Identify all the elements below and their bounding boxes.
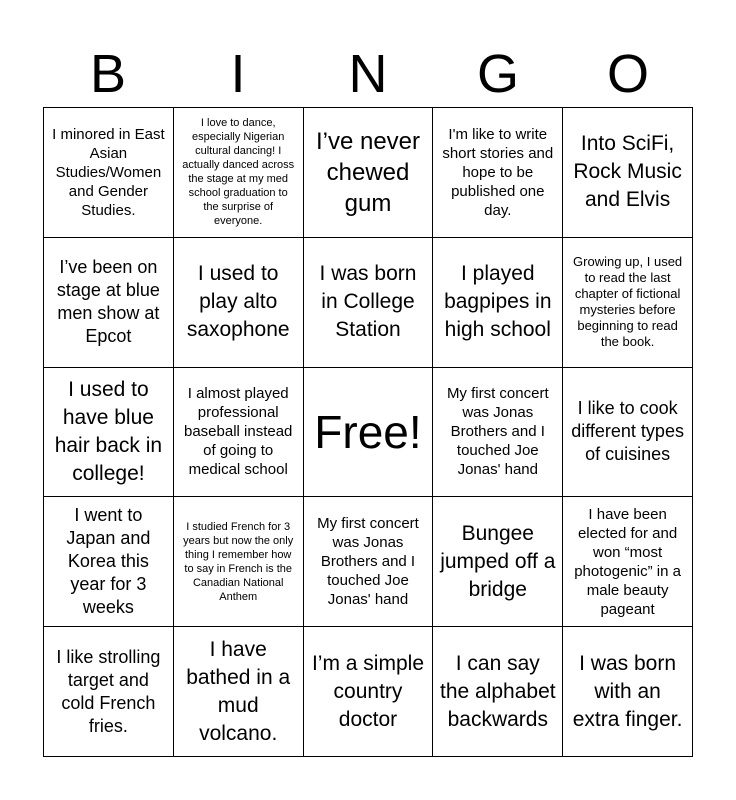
cell-text: I almost played professional baseball instead of going to medical school	[183, 385, 293, 479]
bingo-cell[interactable]	[563, 108, 693, 238]
bingo-header	[43, 40, 693, 108]
header-letter-i: I	[230, 44, 246, 104]
header-letter-o: O	[606, 44, 649, 104]
cell-text: I have bathed in a mud volcano.	[186, 637, 291, 745]
bingo-cell[interactable]	[433, 627, 563, 757]
bingo-cell[interactable]	[433, 238, 563, 368]
header-letter-b: B	[89, 44, 127, 104]
cell-text: Growing up, I used to read the last chapter of fictional mysteries before beginning to read the book.	[573, 254, 683, 350]
bingo-cell[interactable]	[304, 238, 434, 368]
bingo-cell[interactable]	[563, 627, 693, 757]
bingo-cell[interactable]	[563, 368, 693, 498]
cell-text: I can say the alphabet backwards	[439, 651, 556, 731]
bingo-cell[interactable]	[304, 108, 434, 238]
bingo-cell[interactable]	[174, 497, 304, 627]
bingo-cell[interactable]	[174, 627, 304, 757]
bingo-cell[interactable]	[174, 108, 304, 238]
header-letter-n: N	[348, 44, 388, 104]
cell-text: My first concert was Jonas Brothers and I touched Joe Jonas' hand	[317, 515, 419, 609]
cell-text: Bungee jumped off a bridge	[440, 521, 556, 601]
bingo-cell[interactable]	[174, 238, 304, 368]
bingo-cell[interactable]	[433, 368, 563, 498]
cell-text: I studied French for 3 years but now the only thing I remember how to say in French is the Canadian National Anthem	[183, 520, 294, 603]
cell-text: My first concert was Jonas Brothers and I touched Joe Jonas' hand	[446, 385, 549, 479]
bingo-cell[interactable]	[304, 627, 434, 757]
cell-text: Into SciFi, Rock Music and Elvis	[573, 132, 682, 212]
bingo-cell[interactable]	[174, 368, 304, 498]
cell-text: I’ve been on stage at blue men show at Epcot	[56, 257, 160, 347]
cell-text: I was born in College Station	[319, 262, 417, 342]
bingo-cell[interactable]	[44, 497, 174, 627]
bingo-cell[interactable]	[433, 108, 563, 238]
cell-text: I’ve never chewed gum	[315, 127, 421, 217]
bingo-cell[interactable]	[44, 368, 174, 498]
bingo-cell[interactable]	[563, 497, 693, 627]
bingo-board	[43, 107, 693, 757]
bingo-cell[interactable]	[433, 497, 563, 627]
cell-text: I used to have blue hair back in college!	[54, 377, 163, 485]
cell-text: I love to dance, especially Nigerian cultural dancing! I actually danced across the stage at my med school graduation to the surprise of everyone.	[182, 117, 295, 228]
free-space-text: Free!	[314, 405, 422, 458]
cell-text: I was born with an extra finger.	[572, 651, 683, 731]
free-space-cell[interactable]	[304, 368, 434, 498]
cell-text: I played bagpipes in high school	[444, 262, 552, 342]
bingo-cell[interactable]	[44, 627, 174, 757]
cell-text: I like strolling target and cold French fries.	[56, 646, 161, 736]
cell-text: I'm like to write short stories and hope to be published one day.	[442, 125, 554, 219]
header-letter-g: G	[476, 44, 519, 104]
bingo-cell[interactable]	[44, 238, 174, 368]
bingo-cell[interactable]	[563, 238, 693, 368]
cell-text: I’m a simple country doctor	[311, 651, 424, 731]
cell-text: I minored in East Asian Studies/Women and Gender Studies.	[52, 125, 165, 219]
cell-text: I went to Japan and Korea this year for 3 weeks	[66, 505, 151, 618]
cell-text: I like to cook different types of cuisines	[571, 398, 684, 465]
cell-text: I used to play alto saxophone	[186, 262, 290, 342]
bingo-cell[interactable]	[44, 108, 174, 238]
bingo-cell[interactable]	[304, 497, 434, 627]
cell-text: I have been elected for and won “most photogenic” in a male beauty pageant	[574, 505, 681, 618]
